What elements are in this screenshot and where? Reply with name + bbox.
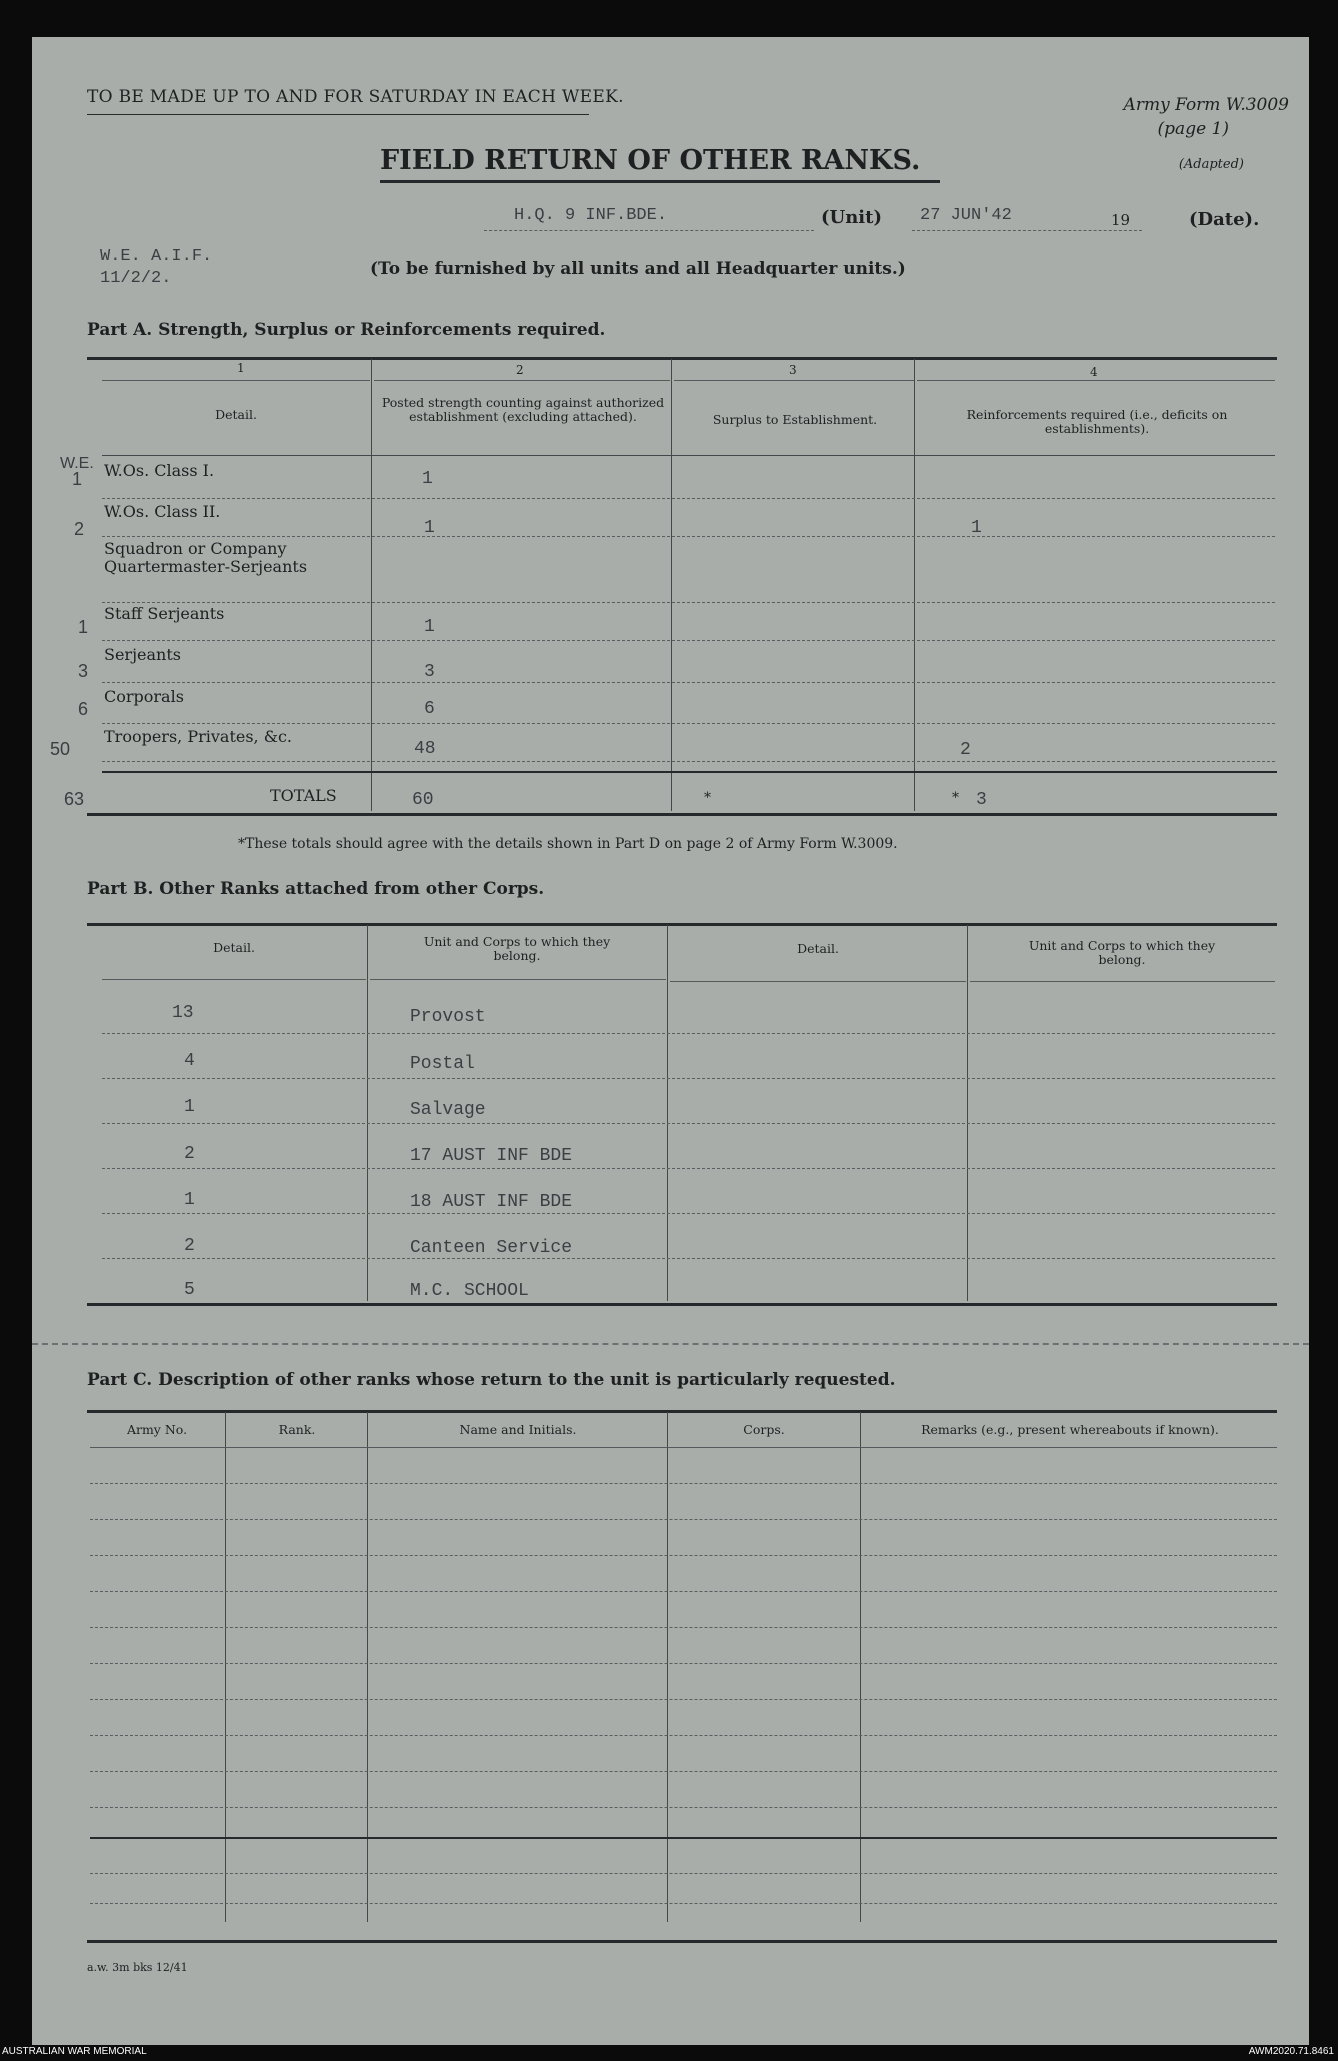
archive-name: AUSTRALIAN WAR MEMORIAL [2,2046,147,2057]
row-rule [90,1627,1277,1628]
date-value: 27 JUN'42 [920,206,1012,225]
col-number: 3 [789,363,797,377]
date-label: (Date). [1189,209,1260,230]
row-label: Staff Serjeants [104,604,225,623]
col-header-army-no: Army No. [126,1422,188,1437]
part-b-title: Part B. Other Ranks attached from other Corps. [87,879,545,899]
row-posted-value: 3 [424,662,435,682]
row-rule [102,536,1275,537]
row-we-value: 1 [78,617,89,637]
row-rule [102,723,1275,724]
col-number: 1 [237,361,245,375]
part-a-title: Part A. Strength, Surplus or Reinforcements required. [87,320,606,340]
row-rule [90,1663,1277,1664]
row-rule [102,1078,1275,1079]
totals-reinf-value: 3 [976,790,987,810]
row-we-value: 2 [74,519,85,539]
part-a-top-rule [87,357,1277,360]
row-rule [102,682,1275,683]
attached-unit: Salvage [410,1100,486,1120]
col-header-detail: Detail. [215,407,257,422]
row-rule [90,1555,1277,1556]
col-header-unit-corps: Unit and Corps to which they belong. [1028,938,1216,967]
row-rule [90,1699,1277,1700]
row-posted-value: 48 [414,739,436,759]
row-rule [102,640,1275,641]
part-c-bottom-rule [87,1940,1277,1943]
part-a-subrule [917,380,1275,381]
we-reference: W.E. A.I.F. [100,247,213,266]
row-we-value: 50 [50,739,71,759]
part-c-top-rule [87,1410,1277,1413]
attached-unit: 17 AUST INF BDE [410,1146,573,1166]
attached-unit: M.C. SCHOOL [410,1281,529,1301]
totals-surplus-mark: * [704,790,711,806]
col-header-reinforcements: Reinforcements required (i.e., deficits on establishments). [966,407,1228,436]
row-label: W.Os. Class II. [104,502,221,521]
part-c-divider [860,1412,861,1922]
col-header-rank: Rank. [278,1422,316,1437]
instruction-underline [87,114,589,115]
part-c-divider [667,1412,668,1922]
attached-unit: Postal [410,1054,475,1074]
attached-unit: Canteen Service [410,1238,573,1258]
attached-unit: 18 AUST INF BDE [410,1192,573,1212]
adapted-note: (Adapted) [1178,157,1244,172]
row-posted-value: 6 [424,699,435,719]
row-rule [102,1168,1275,1169]
unit-label: (Unit) [821,207,882,228]
totals-reinf-mark: * [952,790,959,806]
unit-value: H.Q. 9 INF.BDE. [514,206,668,225]
totals-posted-value: 60 [412,790,434,810]
print-reference: a.w. 3m bks 12/41 [87,1961,188,1974]
attached-detail: 1 [184,1097,195,1117]
attached-detail: 1 [184,1190,195,1210]
title-underline [380,180,940,183]
part-a-footnote: *These totals should agree with the details shown in Part D on page 2 of Army Form W.3009. [238,836,898,852]
part-b-bottom-rule [87,1303,1277,1306]
attached-detail: 13 [172,1003,194,1023]
row-rule [90,1735,1277,1736]
part-a-subrule [674,380,914,381]
attached-unit: Provost [410,1007,486,1027]
part-b-header-rule [970,981,1275,982]
part-a-subrule [102,380,370,381]
col-header-unit-corps: Unit and Corps to which they belong. [423,934,611,963]
date-dotted-line [912,230,1142,231]
unit-dotted-line [484,230,814,231]
totals-we-value: 63 [64,789,85,809]
row-rule [102,761,1275,762]
part-b-divider [967,925,968,1301]
row-rule [102,498,1275,499]
col-header-name: Name and Initials. [459,1422,577,1437]
row-label: W.Os. Class I. [104,461,215,480]
part-c-divider [367,1412,368,1922]
part-a-divider [914,359,915,811]
row-posted-value: 1 [422,469,433,489]
part-b-header-rule [670,981,966,982]
row-rule [102,1258,1275,1259]
subtitle: (To be furnished by all units and all Headquarter units.) [370,259,906,279]
row-rule [90,1873,1277,1874]
totals-top-rule [102,771,1277,773]
part-c-header-rule [90,1447,1277,1448]
page-reference: (page 1) [1157,119,1229,139]
col-header-remarks: Remarks (e.g., present whereabouts if known). [921,1422,1219,1437]
archive-id: AWM2020.71.8461 [1248,2046,1334,2057]
row-rule [90,1903,1277,1904]
col-header-surplus: Surplus to Establishment. [712,412,878,427]
part-b-header-rule [102,979,366,980]
row-rule [90,1591,1277,1592]
row-posted-value: 1 [424,617,435,637]
part-a-divider [671,359,672,811]
row-posted-value: 1 [424,518,435,538]
row-rule [102,1033,1275,1034]
row-rule [102,1213,1275,1214]
col-header-detail: Detail. [797,941,839,956]
part-b-divider [667,925,668,1301]
part-a-subrule [374,380,670,381]
row-rule [90,1771,1277,1772]
archive-footer [0,2045,1338,2061]
totals-label: TOTALS [270,786,337,805]
we-margin-label: W.E. [60,455,94,472]
attached-detail: 4 [184,1051,195,1071]
row-label: Serjeants [104,645,181,664]
form-sheet [32,37,1309,2045]
part-b-header-rule [370,979,666,980]
row-label: Troopers, Privates, &c. [104,727,293,746]
row-label: Corporals [104,687,184,706]
row-we-value: 3 [78,661,89,681]
row-rule [90,1519,1277,1520]
row-rule [90,1837,1277,1839]
row-label: Squadron or Company Quartermaster-Serjeants [104,539,308,576]
we-reference-number: 11/2/2. [100,269,172,288]
row-we-value: 1 [72,469,83,489]
col-header-detail: Detail. [213,940,255,955]
col-number: 2 [516,363,524,377]
row-rule [90,1807,1277,1808]
part-c-title: Part C. Description of other ranks whose return to the unit is particularly requested. [87,1370,896,1390]
row-reinf-value: 1 [971,518,982,538]
page-title: FIELD RETURN OF OTHER RANKS. [380,145,921,176]
attached-detail: 5 [184,1280,195,1300]
perforation-line [32,1343,1309,1345]
part-a-divider [371,359,372,811]
instruction-line: TO BE MADE UP TO AND FOR SATURDAY IN EACH WEEK. [87,87,624,107]
part-b-divider [367,925,368,1301]
attached-detail: 2 [184,1236,195,1256]
row-we-value: 6 [78,699,89,719]
col-header-corps: Corps. [743,1422,785,1437]
part-a-bottom-rule [87,813,1277,816]
attached-detail: 2 [184,1144,195,1164]
row-rule [102,602,1275,603]
row-reinf-value: 2 [960,740,971,760]
form-reference: Army Form W.3009 [1123,95,1289,115]
part-c-divider [225,1412,226,1922]
col-header-posted: Posted strength counting against authorized establishment (excluding attached). [381,395,665,424]
header-bottom-rule [102,455,1275,456]
row-rule [102,1123,1275,1124]
year-prefix: 19 [1111,211,1131,229]
col-number: 4 [1090,365,1098,379]
row-rule [90,1483,1277,1484]
part-b-top-rule [87,923,1277,926]
